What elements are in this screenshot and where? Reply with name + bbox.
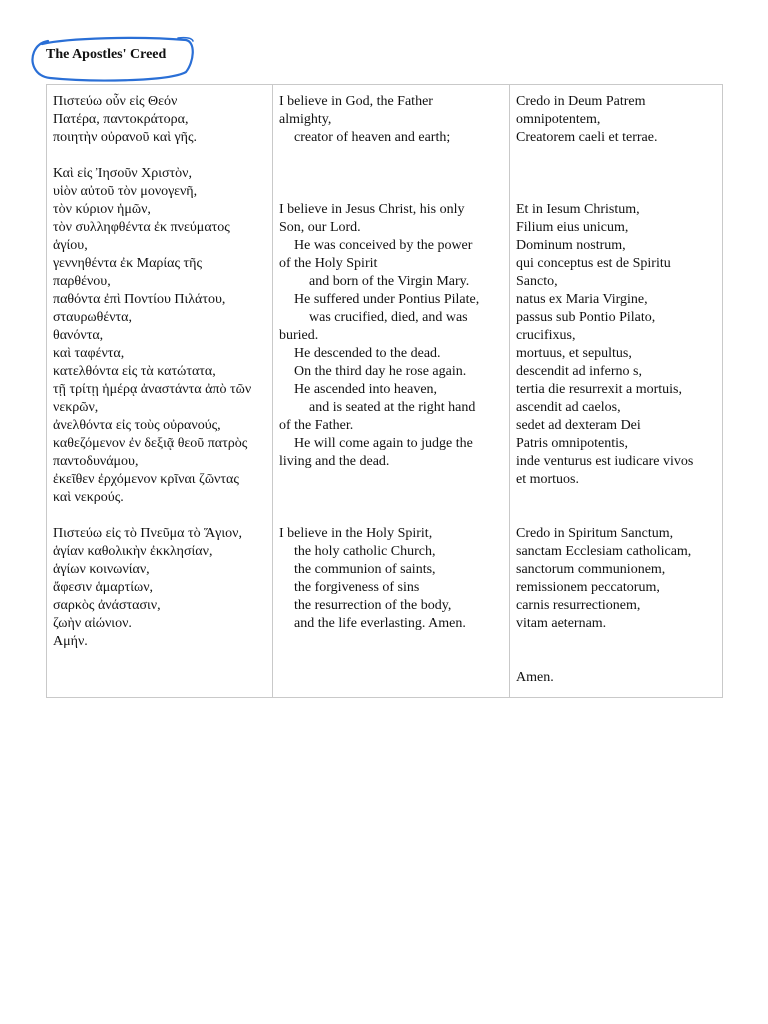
- greek-text-line: ἁγίαν καθολικὴν ἐκκλησίαν,: [53, 544, 213, 559]
- title-annotation: [28, 32, 198, 84]
- english-text-line: Son, our Lord.: [279, 220, 361, 235]
- english-text-line: the holy catholic Church,: [294, 544, 436, 559]
- latin-text-line: mortuus, et sepultus,: [516, 346, 632, 361]
- latin-text-line: ascendit ad caelos,: [516, 400, 621, 415]
- latin-text-line: crucifixus,: [516, 328, 576, 343]
- english-text-line: [279, 165, 503, 183]
- english-text-line: I believe in God, the Father: [279, 94, 433, 109]
- english-text-line: and the life everlasting. Amen.: [294, 616, 466, 631]
- greek-text-line: καὶ ταφέντα,: [53, 346, 125, 361]
- greek-text-line: καθεζόμενον ἐν δεξιᾷ θεοῦ πατρὸς: [53, 436, 248, 451]
- latin-text-line: Sancto,: [516, 274, 558, 289]
- latin-text-line: sanctam Ecclesiam catholicam,: [516, 544, 692, 559]
- english-text-line: and is seated at the right hand: [309, 400, 476, 415]
- latin-text-line: sanctorum communionem,: [516, 562, 666, 577]
- latin-text-line: omnipotentem,: [516, 112, 601, 127]
- latin-text-line: remissionem peccatorum,: [516, 580, 660, 595]
- greek-text-line: ἁγίων κοινωνίαν,: [53, 562, 150, 577]
- latin-text-line: Dominum nostrum,: [516, 238, 626, 253]
- greek-text-line: ἄφεσιν ἁμαρτίων,: [53, 580, 154, 595]
- greek-text-line: θανόντα,: [53, 328, 104, 343]
- latin-text-line: passus sub Pontio Pilato,: [516, 310, 656, 325]
- greek-text-line: Αμήν.: [53, 634, 88, 649]
- greek-column: [47, 85, 273, 697]
- greek-text-line: παντοδυνάμου,: [53, 454, 139, 469]
- english-text-line: the forgiveness of sins: [294, 580, 420, 595]
- latin-text-line: tertia die resurrexit a mortuis,: [516, 382, 682, 397]
- greek-text-line: ἁγίου,: [53, 238, 88, 253]
- latin-text-line: [516, 633, 716, 651]
- english-text-line: [279, 183, 503, 201]
- english-text-line: living and the dead.: [279, 454, 390, 469]
- latin-text-line: carnis resurrectionem,: [516, 598, 641, 613]
- latin-text-line: descendit ad inferno s,: [516, 364, 642, 379]
- english-text-line: I believe in the Holy Spirit,: [279, 526, 433, 541]
- english-text-line: He was conceived by the power: [294, 238, 473, 253]
- english-text-line: He ascended into heaven,: [294, 382, 438, 397]
- latin-text-line: natus ex Maria Virgine,: [516, 292, 648, 307]
- greek-text-line: ποιητὴν οὐρανοῦ καὶ γῆς.: [53, 130, 198, 145]
- greek-text-line: καὶ νεκρούς.: [53, 490, 124, 505]
- english-text-line: [279, 507, 503, 525]
- latin-text-line: [516, 147, 716, 165]
- latin-text-line: [516, 651, 716, 669]
- english-column: [273, 85, 510, 697]
- latin-text-line: [516, 507, 716, 525]
- greek-text-line: ζωὴν αἰώνιον.: [53, 616, 132, 631]
- greek-text-line: παθόντα ἐπὶ Ποντίου Πιλάτου,: [53, 292, 226, 307]
- latin-text-line: qui conceptus est de Spiritu: [516, 256, 671, 271]
- greek-text-line: Πατέρα, παντοκράτορα,: [53, 112, 189, 127]
- greek-text-line: ἐκεῖθεν ἐρχόμενον κρῖναι ζῶντας: [53, 472, 239, 487]
- english-text-line: of the Holy Spirit: [279, 256, 378, 271]
- english-text-line: [279, 471, 503, 489]
- greek-text-line: υἱὸν αὐτοῦ τὸν μονογενῆ,: [53, 184, 198, 199]
- latin-text-line: [516, 165, 716, 183]
- english-text-line: was crucified, died, and was: [309, 310, 468, 325]
- greek-text-line: [53, 147, 266, 165]
- greek-text-line: τῇ τρίτῃ ἡμέρᾳ ἀναστάντα ἀπὸ τῶν: [53, 382, 252, 397]
- latin-text-line: Et in Iesum Christum,: [516, 202, 640, 217]
- greek-text-line: Καὶ εἰς Ἰησοῦν Χριστὸν,: [53, 166, 192, 181]
- english-text-line: I believe in Jesus Christ, his only: [279, 202, 465, 217]
- latin-text-line: inde venturus est iudicare vivos: [516, 454, 694, 469]
- english-text-line: almighty,: [279, 112, 332, 127]
- greek-text-line: σαρκὸς ἀνάστασιν,: [53, 598, 161, 613]
- greek-text-line: τὸν κύριον ἡμῶν,: [53, 202, 151, 217]
- english-text-line: [279, 489, 503, 507]
- latin-text-line: sedet ad dexteram Dei: [516, 418, 641, 433]
- latin-text-line: Credo in Deum Patrem: [516, 94, 646, 109]
- greek-text-line: Πιστεύω εἰς τὸ Πνεῦμα τὸ Ἅγιον,: [53, 526, 242, 541]
- latin-text-line: [516, 183, 716, 201]
- english-text-line: of the Father.: [279, 418, 354, 433]
- latin-text-line: [516, 489, 716, 507]
- latin-text-line: Creatorem caeli et terrae.: [516, 130, 658, 145]
- latin-text-line: Patris omnipotentis,: [516, 436, 628, 451]
- latin-text-line: Amen.: [516, 670, 554, 685]
- creed-table: [46, 84, 723, 698]
- greek-text-line: τὸν συλληφθέντα ἐκ πνεύματος: [53, 220, 230, 235]
- document-title: The Apostles' Creed: [46, 47, 167, 62]
- greek-text-line: κατελθόντα εἰς τὰ κατώτατα,: [53, 364, 216, 379]
- greek-text-line: σταυρωθέντα,: [53, 310, 133, 325]
- latin-text-line: Credo in Spiritum Sanctum,: [516, 526, 674, 541]
- greek-text-line: παρθένου,: [53, 274, 111, 289]
- english-text-line: He descended to the dead.: [294, 346, 441, 361]
- latin-column: [510, 85, 722, 697]
- english-text-line: creator of heaven and earth;: [294, 130, 451, 145]
- greek-text-line: Πιστεύω οὖν εἰς Θεόν: [53, 94, 178, 109]
- greek-text-line: γεννηθέντα ἐκ Μαρίας τῆς: [53, 256, 203, 271]
- greek-text-line: νεκρῶν,: [53, 400, 99, 415]
- latin-text-line: et mortuos.: [516, 472, 579, 487]
- english-text-line: and born of the Virgin Mary.: [309, 274, 470, 289]
- english-text-line: the communion of saints,: [294, 562, 436, 577]
- english-text-line: He suffered under Pontius Pilate,: [294, 292, 480, 307]
- latin-text-line: vitam aeternam.: [516, 616, 607, 631]
- english-text-line: He will come again to judge the: [294, 436, 473, 451]
- greek-text-line: [53, 507, 266, 525]
- greek-text-line: ἀνελθόντα εἰς τοὺς οὐρανούς,: [53, 418, 221, 433]
- english-text-line: On the third day he rose again.: [294, 364, 467, 379]
- english-text-line: [279, 147, 503, 165]
- english-text-line: the resurrection of the body,: [294, 598, 452, 613]
- latin-text-line: Filium eius unicum,: [516, 220, 629, 235]
- english-text-line: buried.: [279, 328, 319, 343]
